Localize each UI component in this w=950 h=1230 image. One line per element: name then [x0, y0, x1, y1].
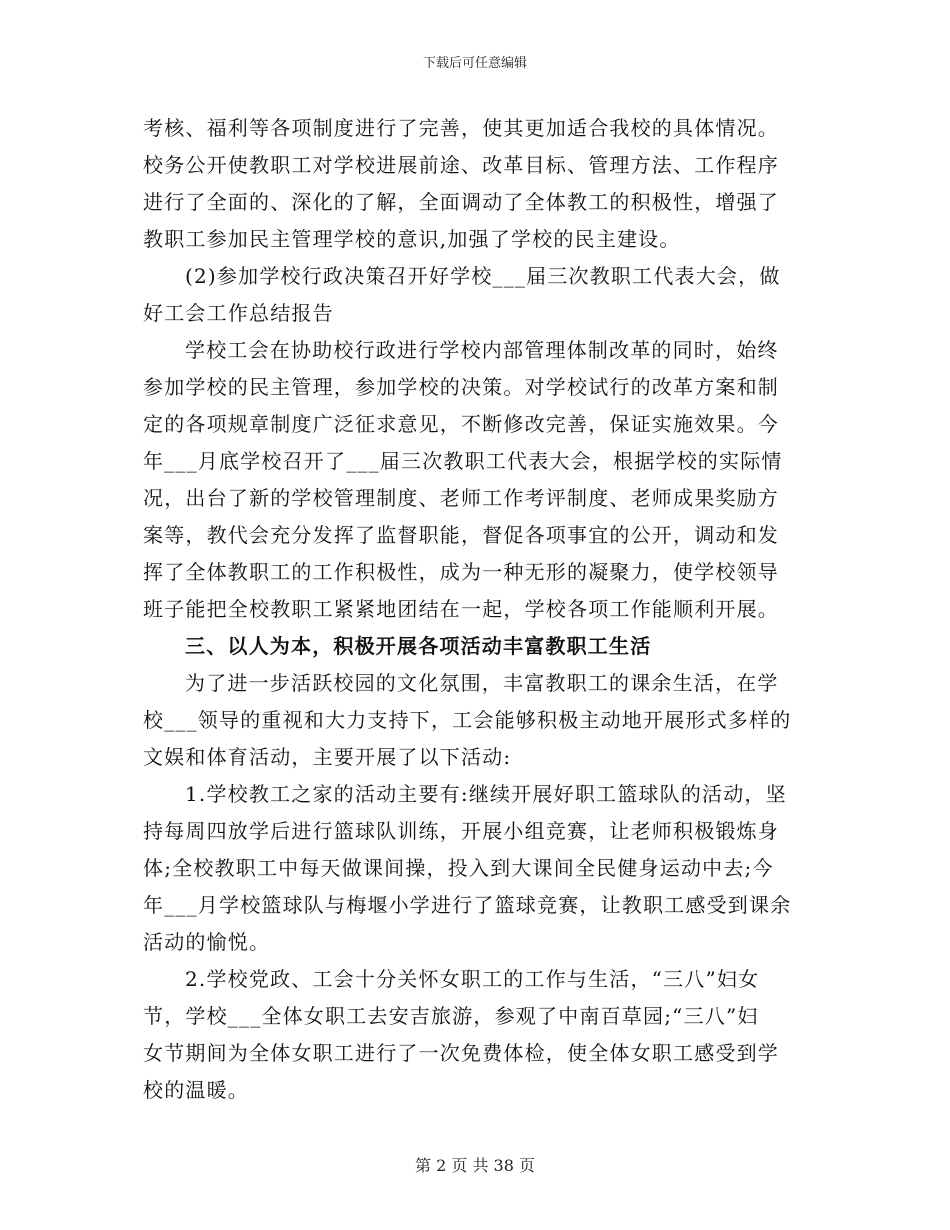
list-item-line: 2.学校党政、工会十分关怀女职工的工作与生活，“三八”妇女 — [185, 967, 760, 991]
body-line: 校务公开使教职工对学校进展前途、改革目标、管理方法、工作程序 — [143, 153, 779, 177]
body-line: 年___月底学校召开了___届三次教职工代表大会，根据学校的实际情 — [143, 449, 783, 473]
list-item-line: 校的温暖。 — [143, 1078, 249, 1102]
section-subtitle-line: (2)参加学校行政决策召开好学校___届三次教职工代表大会，做 — [185, 264, 781, 288]
body-line: 挥了全体教职工的工作积极性，成为一种无形的凝聚力，使学校领导 — [143, 560, 779, 584]
section-subtitle-line: 好工会工作总结报告 — [143, 301, 334, 325]
list-item-line: 体;全校教职工中每天做课间操，投入到大课间全民健身运动中去;今 — [143, 856, 774, 880]
body-line: 文娱和体育活动，主要开展了以下活动: — [143, 745, 512, 769]
list-item-line: 节，学校___全体女职工去安吉旅游，参观了中南百草园;“三八”妇 — [143, 1004, 759, 1028]
list-item-line: 女节期间为全体女职工进行了一次免费体检，使全体女职工感受到学 — [143, 1041, 779, 1065]
body-line: 为了进一步活跃校园的文化氛围，丰富教职工的课余生活，在学 — [185, 671, 779, 695]
section-heading: 三、以人为本，积极开展各项活动丰富教职工生活 — [185, 634, 652, 658]
body-line: 考核、福利等各项制度进行了完善，使其更加适合我校的具体情况。 — [143, 116, 779, 140]
document-body — [143, 110, 808, 1109]
body-line: 参加学校的民主管理，参加学校的决策。对学校试行的改革方案和制 — [143, 375, 779, 399]
list-item-line: 活动的愉悦。 — [143, 930, 271, 954]
list-item-line: 1.学校教工之家的活动主要有:继续开展好职工篮球队的活动，坚 — [185, 782, 787, 806]
page-number: 第 2 页 共 38 页 — [415, 1156, 535, 1175]
body-line: 教职工参加民主管理学校的意识,加强了学校的民主建设。 — [143, 227, 681, 251]
body-line: 学校工会在协助校行政进行学校内部管理体制改革的同时，始终 — [185, 338, 779, 362]
body-line: 校___领导的重视和大力支持下，工会能够积极主动地开展形式多样的 — [143, 708, 792, 732]
body-line: 况，出台了新的学校管理制度、老师工作考评制度、老师成果奖励方 — [143, 486, 779, 510]
list-item-line: 持每周四放学后进行篮球队训练，开展小组竞赛，让老师积极锻炼身 — [143, 819, 779, 843]
body-line: 班子能把全校教职工紧紧地团结在一起，学校各项工作能顺利开展。 — [143, 597, 779, 621]
body-line: 进行了全面的、深化的了解，全面调动了全体教工的积极性，增强了 — [143, 190, 779, 214]
page-header: 下载后可任意编辑 — [422, 56, 527, 71]
body-line: 案等，教代会充分发挥了监督职能，督促各项事宜的公开，调动和发 — [143, 523, 779, 547]
list-item-line: 年___月学校篮球队与梅堰小学进行了篮球竞赛，让教职工感受到课余 — [143, 893, 792, 917]
body-line: 定的各项规章制度广泛征求意见，不断修改完善，保证实施效果。今 — [143, 412, 779, 436]
